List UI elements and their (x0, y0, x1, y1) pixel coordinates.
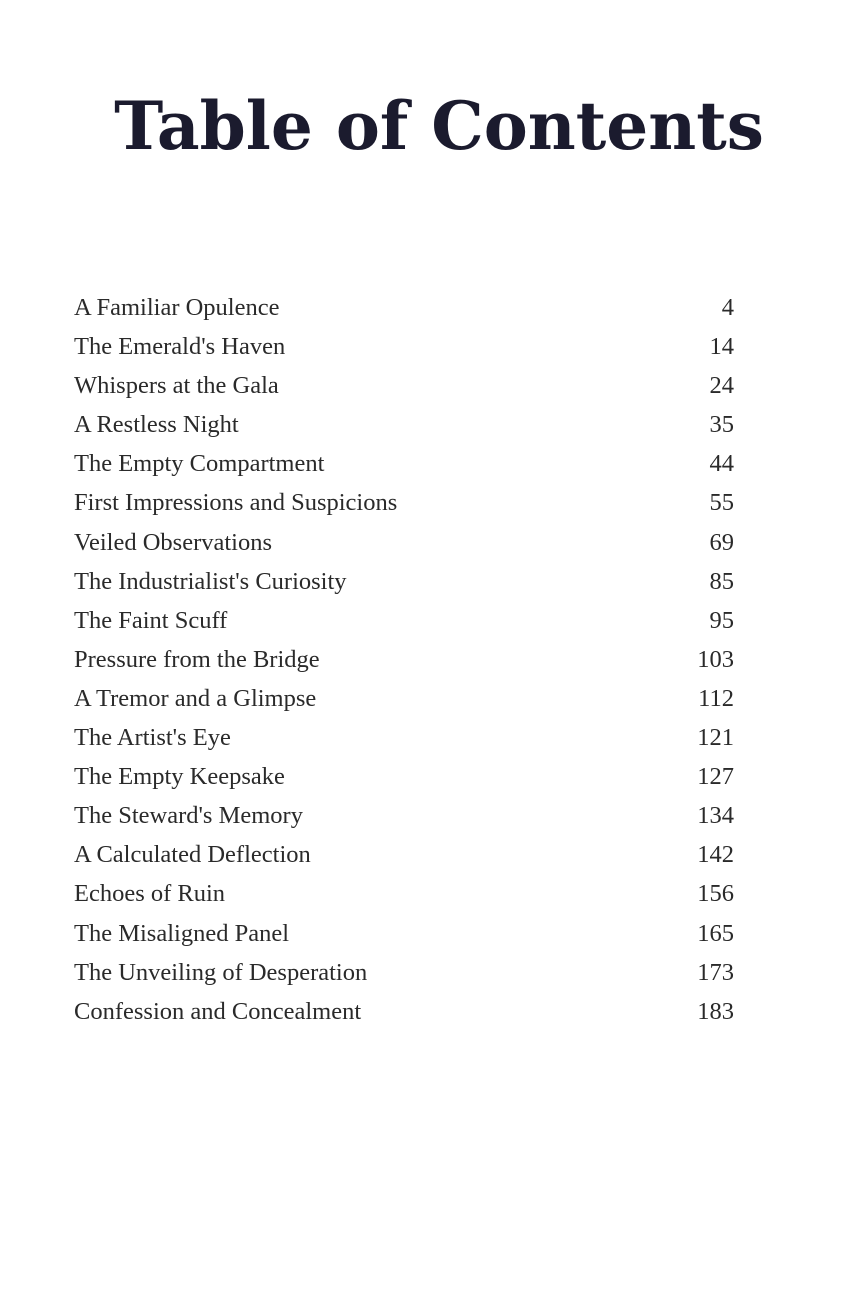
toc-chapter-title: The Industrialist's Curiosity (74, 567, 347, 595)
toc-page-number: 112 (698, 684, 734, 712)
toc-entry (74, 685, 734, 724)
toc-chapter-title: The Unveiling of Desperation (74, 958, 368, 986)
toc-chapter-title: A Calculated Deflection (74, 841, 311, 869)
toc-entry (74, 646, 734, 685)
toc-chapter-title: A Restless Night (74, 411, 239, 439)
toc-page-number: 4 (721, 294, 734, 321)
toc-entry (74, 998, 734, 1037)
toc-chapter-title: The Faint Scuff (74, 606, 228, 634)
toc-page-number: 44 (709, 450, 734, 478)
toc-entry (74, 763, 734, 802)
page-title: Table of Contents (114, 87, 764, 165)
toc-entry (74, 880, 734, 919)
toc-entry (74, 333, 734, 372)
toc-entry (74, 489, 734, 528)
toc-page-number: 24 (709, 372, 734, 400)
toc-page-number: 103 (697, 645, 734, 673)
toc-page-number: 183 (697, 997, 734, 1025)
toc-chapter-title: A Tremor and a Glimpse (74, 684, 317, 712)
toc-entry (74, 841, 734, 880)
toc-chapter-title: The Misaligned Panel (74, 919, 290, 947)
toc-entry (74, 411, 734, 450)
toc-entry (74, 607, 734, 646)
toc-page-number: 95 (709, 606, 734, 634)
toc-entry (74, 294, 734, 333)
toc-list (74, 294, 734, 1037)
toc-page-number: 173 (697, 958, 734, 986)
toc-entry (74, 372, 734, 411)
toc-chapter-title: A Familiar Opulence (74, 294, 280, 321)
toc-chapter-title: Veiled Observations (74, 528, 272, 556)
toc-page-number: 55 (709, 489, 734, 517)
toc-chapter-title: The Steward's Memory (74, 802, 303, 830)
toc-page-number: 127 (697, 763, 734, 791)
toc-chapter-title: Confession and Concealment (74, 997, 362, 1025)
toc-entry (74, 920, 734, 959)
toc-entry (74, 724, 734, 763)
toc-chapter-title: Pressure from the Bridge (74, 645, 320, 673)
toc-chapter-title: The Empty Compartment (74, 450, 325, 478)
toc-chapter-title: The Emerald's Haven (74, 333, 286, 361)
toc-entry (74, 959, 734, 998)
toc-chapter-title: The Artist's Eye (74, 724, 231, 752)
toc-chapter-title: Whispers at the Gala (74, 372, 279, 400)
toc-entry (74, 568, 734, 607)
toc-page-number: 85 (709, 567, 734, 595)
toc-page-number: 35 (709, 411, 734, 439)
toc-page-number: 134 (697, 802, 734, 830)
toc-page-number: 156 (697, 880, 734, 908)
toc-page-number: 165 (697, 919, 734, 947)
toc-page-number: 69 (709, 528, 734, 556)
toc-page-number: 121 (697, 724, 734, 752)
toc-entry (74, 802, 734, 841)
toc-entry (74, 450, 734, 489)
toc-chapter-title: The Empty Keepsake (74, 763, 285, 791)
toc-chapter-title: First Impressions and Suspicions (74, 489, 398, 517)
toc-entry (74, 529, 734, 568)
toc-chapter-title: Echoes of Ruin (74, 880, 226, 908)
toc-page-number: 142 (697, 841, 734, 869)
toc-page-number: 14 (709, 333, 734, 361)
